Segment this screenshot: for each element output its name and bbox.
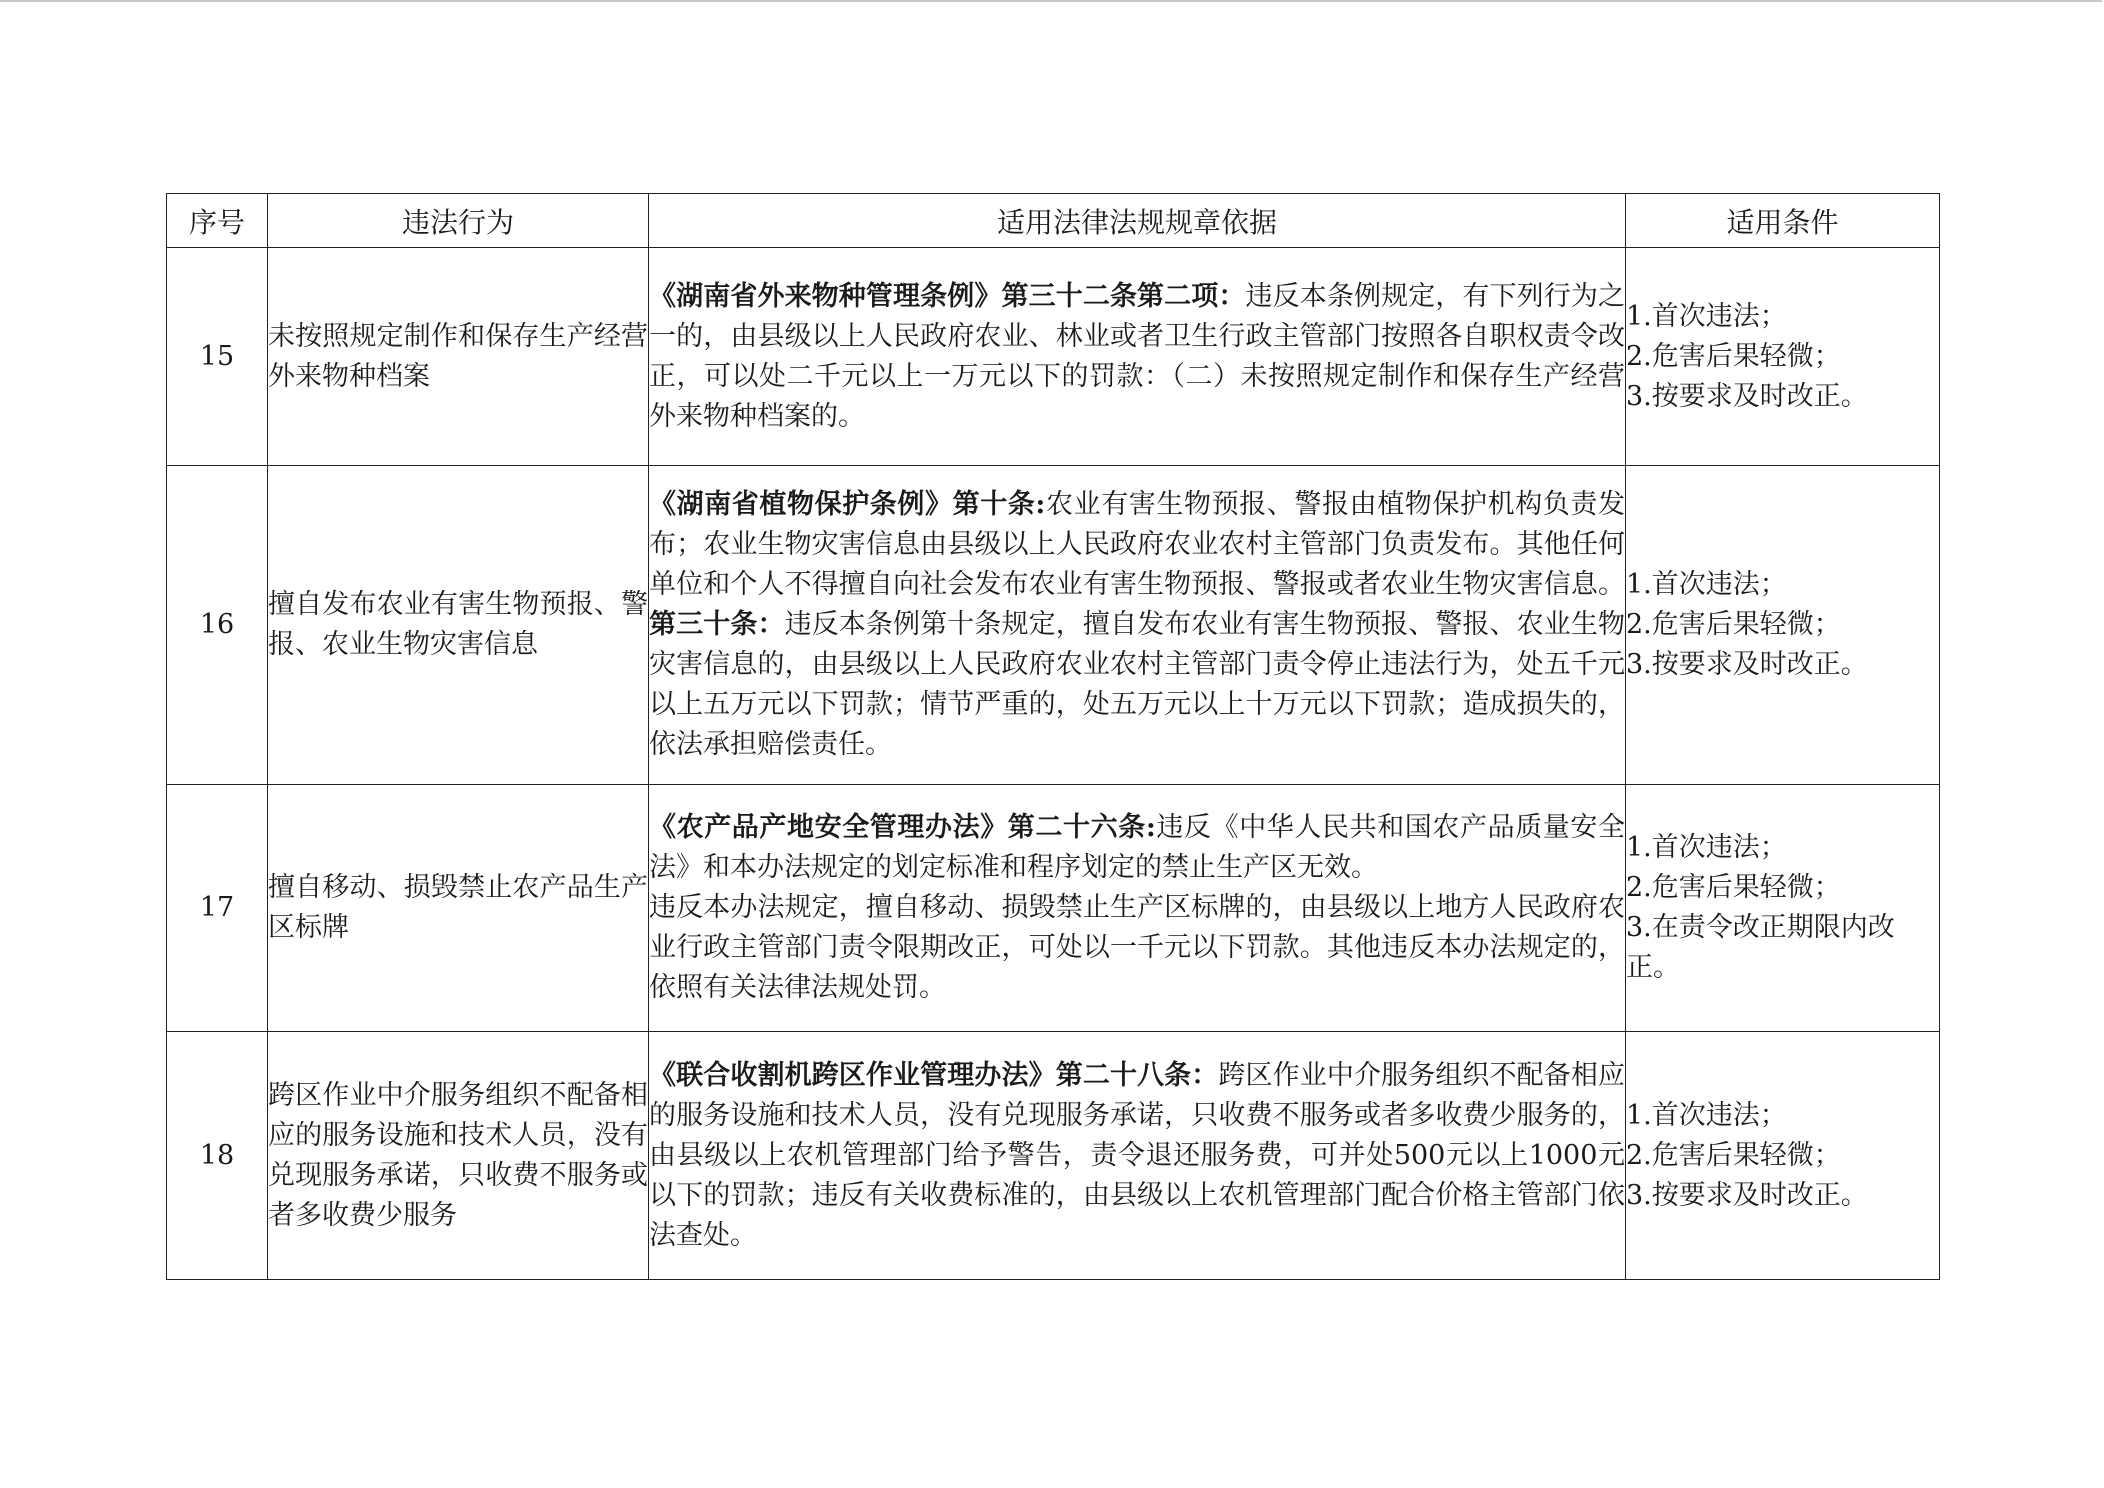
condition-item: 3.按要求及时改正。 (1626, 649, 1868, 680)
table-row (167, 1032, 1940, 1280)
condition-item: 3.在责令改正期限内改正。 (1626, 912, 1895, 983)
violations-table (166, 193, 1940, 1280)
legal-basis (649, 785, 1626, 1032)
table-row (167, 785, 1940, 1032)
condition-item: 1.首次违法； (1626, 300, 1787, 332)
legal-basis (649, 248, 1626, 466)
condition-item: 2.危害后果轻微； (1626, 340, 1841, 372)
condition-item: 1.首次违法； (1626, 1099, 1787, 1131)
conditions-list (1626, 248, 1940, 466)
basis-clause-text: 违反本条例第十条规定，擅自发布农业有害生物预报、警报、农业生物灾害信息的，由县级以上人民政府农业农村主管部门责令停止违法行为，处五千元以上五万元以下罚款；情节严重的，处五万元以上十万元以下罚款；造成损失的，依法承担赔偿责任。 (649, 609, 1626, 760)
conditions-list (1626, 785, 1940, 1032)
basis-clause-text: 跨区作业中介服务组织不配备相应的服务设施和技术人员，没有兑现服务承诺，只收费不服务或者多收费少服务的，由县级以上农机管理部门给予警告，责令退还服务费，可并处500元以上1000元以下的罚款；违反有关收费标准的，由县级以上农机管理部门配合价格主管部门依法查处。 (649, 1059, 1626, 1251)
condition-item: 3.按要求及时改正。 (1626, 1179, 1868, 1211)
header-violation: 违法行为 (268, 194, 649, 248)
table-header-row (167, 194, 1940, 248)
row-number: 15 (167, 248, 268, 466)
row-number: 18 (167, 1032, 268, 1280)
row-number: 17 (167, 785, 268, 1032)
conditions-list (1626, 1032, 1940, 1280)
basis-clause-title: 第三十条： (649, 609, 785, 640)
row-number: 16 (167, 466, 268, 785)
basis-clause-title: 《湖南省植物保护条例》第十条: (649, 489, 1046, 520)
basis-clause-title: 《湖南省外来物种管理条例》第三十二条第二项： (649, 280, 1246, 312)
basis-clause-text: 农业有害生物预报、警报由植物保护机构负责发布；农业生物灾害信息由县级以上人民政府农业农村主管部门负责发布。其他任何单位和个人不得擅自向社会发布农业有害生物预报、警报或者农业生物灾害信息。 (649, 489, 1626, 600)
condition-item: 2.危害后果轻微； (1626, 872, 1841, 903)
basis-clause-text: 违反《中华人民共和国农产品质量安全法》和本办法规定的划定标准和程序划定的禁止生产区无效。 (649, 812, 1626, 883)
header-conditions: 适用条件 (1626, 194, 1940, 248)
condition-item: 1.首次违法； (1626, 832, 1787, 863)
table-row (167, 466, 1940, 785)
violation-text: 跨区作业中介服务组织不配备相应的服务设施和技术人员，没有兑现服务承诺，只收费不服务或者多收费少服务 (268, 1032, 649, 1280)
basis-clause-title: 《联合收割机跨区作业管理办法》第二十八条： (649, 1059, 1219, 1091)
violation-text: 擅自移动、损毁禁止农产品生产区标牌 (268, 785, 649, 1032)
header-serial-number: 序号 (167, 194, 268, 248)
page-top-edge (0, 0, 2102, 2)
basis-clause-text: 违反本办法规定，擅自移动、损毁禁止生产区标牌的，由县级以上地方人民政府农业行政主管部门责令限期改正，可处以一千元以下罚款。其他违反本办法规定的，依照有关法律法规处罚。 (649, 892, 1625, 1003)
conditions-list (1626, 466, 1940, 785)
condition-item: 1.首次违法； (1626, 569, 1787, 600)
legal-basis (649, 466, 1626, 785)
basis-clause-title: 《农产品产地安全管理办法》第二十六条: (649, 812, 1156, 843)
condition-item: 2.危害后果轻微； (1626, 609, 1841, 640)
condition-item: 3.按要求及时改正。 (1626, 380, 1868, 412)
header-legal-basis: 适用法律法规规章依据 (649, 194, 1626, 248)
legal-basis (649, 1032, 1626, 1280)
basis-clause-text: 违反本条例规定，有下列行为之一的，由县级以上人民政府农业、林业或者卫生行政主管部门按照各自职权责令改正，可以处二千元以上一万元以下的罚款：（二）未按照规定制作和保存生产经营外来物种档案的。 (649, 280, 1626, 432)
condition-item: 2.危害后果轻微； (1626, 1139, 1841, 1171)
violation-text: 擅自发布农业有害生物预报、警报、农业生物灾害信息 (268, 466, 649, 785)
table-row (167, 248, 1940, 466)
violation-text: 未按照规定制作和保存生产经营外来物种档案 (268, 248, 649, 466)
